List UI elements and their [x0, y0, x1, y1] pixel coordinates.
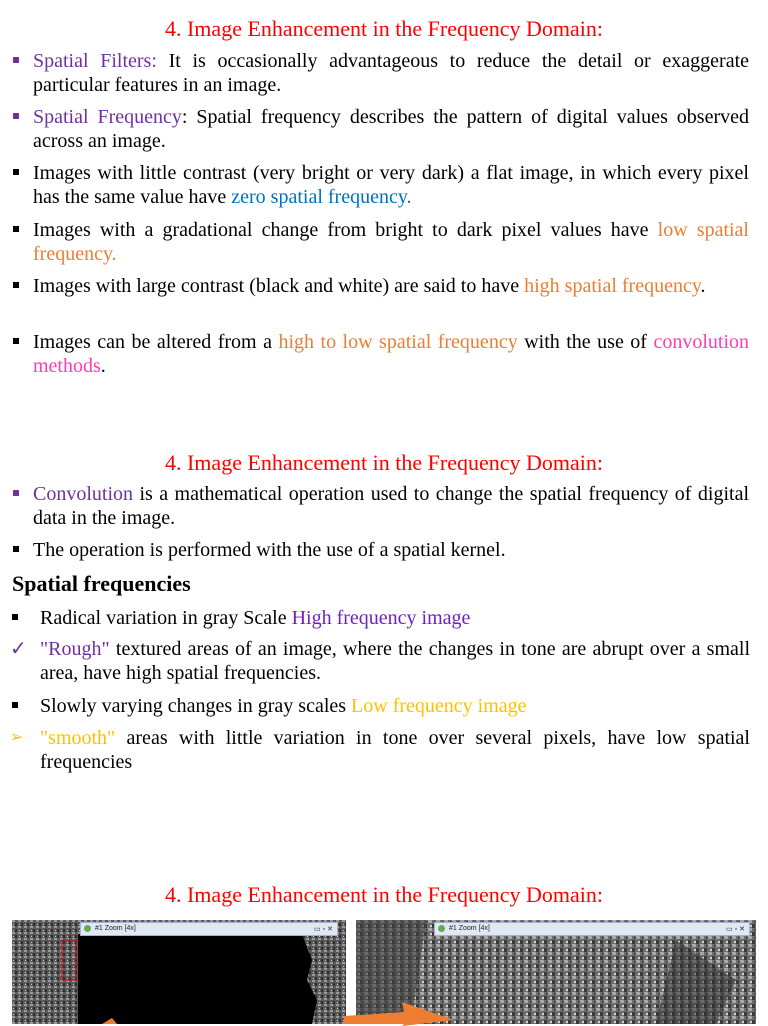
slide2-sub-item-4 — [10, 726, 750, 774]
bullet-icon — [13, 330, 19, 354]
app-icon — [438, 925, 445, 932]
text: Radical variation in gray Scale — [40, 607, 292, 629]
highlight: Low frequency image — [351, 695, 527, 717]
text: Images can be altered from a — [33, 331, 279, 353]
text: Images with large contrast (black and white) are said to have — [33, 275, 525, 297]
text: The operation is performed with the use of a spatial kernel. — [33, 539, 506, 561]
slide2-sub-item-2 — [10, 637, 750, 685]
text: : Spatial frequency describes the pattern of digital values observed across an image. — [33, 106, 749, 152]
zoom-window-titlebar[interactable] — [80, 922, 338, 936]
text: is a mathematical operation used to change the spatial frequency of digital data in the image. — [33, 483, 749, 529]
slide2-item-2 — [33, 538, 749, 562]
bullet-icon — [13, 49, 19, 73]
text: Images with little contrast (very bright or very dark) a flat image, in which every pixel has the same value have — [33, 162, 749, 208]
highlight: low spatial frequency. — [33, 219, 749, 265]
window-title: #1 Zoom [4x] — [95, 925, 136, 932]
checkmark-icon: ✓ — [10, 638, 27, 660]
slide1-item-6 — [33, 330, 749, 378]
slide3-title: 4. Image Enhancement in the Frequency Domain: — [164, 882, 604, 907]
bullet-icon — [12, 694, 18, 718]
window-title: #1 Zoom [4x] — [449, 925, 490, 932]
slide1-item-5 — [33, 274, 749, 298]
bullet-icon — [12, 606, 18, 630]
text-end: . — [100, 355, 106, 377]
highlight: zero spatial frequency. — [231, 186, 412, 208]
slide1-item-4 — [33, 218, 749, 266]
highlight: "Rough" — [40, 638, 110, 660]
text: Slowly varying changes in gray scales — [40, 695, 352, 717]
window-controls-icon[interactable]: ▭▫✕ — [314, 926, 335, 933]
highlight: high spatial frequency — [524, 275, 701, 297]
bullet-icon — [13, 482, 19, 506]
highlight: high to low spatial frequency — [278, 331, 518, 353]
slide1-item-1 — [33, 49, 749, 97]
term: Convolution — [33, 483, 134, 505]
bullet-icon — [13, 105, 19, 129]
orange-arrow-icon — [344, 996, 464, 1026]
window-controls-icon[interactable]: ▭▫✕ — [726, 926, 747, 933]
slide1-item-2 — [33, 105, 749, 153]
slide1-title: 4. Image Enhancement in the Frequency Domain: — [164, 16, 604, 41]
highlight-2: convolution methods — [33, 331, 749, 377]
term: Spatial Frequency — [33, 106, 182, 128]
slide2-sub-item-3 — [40, 694, 750, 718]
slide2-item-1 — [33, 482, 749, 530]
bullet-icon — [13, 538, 19, 562]
text: Images with a gradational change from bright to dark pixel values have — [33, 219, 658, 241]
slide2-sub-item-1 — [40, 606, 750, 630]
text-mid: with the use of — [517, 331, 654, 353]
zoom-window-left — [12, 920, 346, 1024]
bullet-icon — [13, 161, 19, 185]
text: areas with little variation in tone over several pixels, have low spatial frequencies — [40, 727, 750, 773]
zoom-window-titlebar[interactable] — [434, 922, 750, 936]
bullet-icon — [13, 218, 19, 242]
arrow-bullet-icon: ➢ — [10, 729, 24, 746]
term: Spatial Filters: — [33, 50, 157, 72]
bullet-icon — [13, 274, 19, 298]
app-icon — [84, 925, 91, 932]
slide2-title: 4. Image Enhancement in the Frequency Domain: — [164, 450, 604, 475]
text-end: . — [700, 275, 706, 297]
highlight: High frequency image — [291, 607, 471, 629]
highlight: "smooth" — [40, 727, 116, 749]
text: textured areas of an image, where the changes in tone are abrupt over a small area, have high spatial frequencies. — [40, 638, 750, 684]
text: It is occasionally advantageous to reduce the detail or exaggerate particular features in an image. — [33, 50, 749, 96]
section-heading: Spatial frequencies — [12, 571, 191, 596]
slide1-item-3 — [33, 161, 749, 209]
